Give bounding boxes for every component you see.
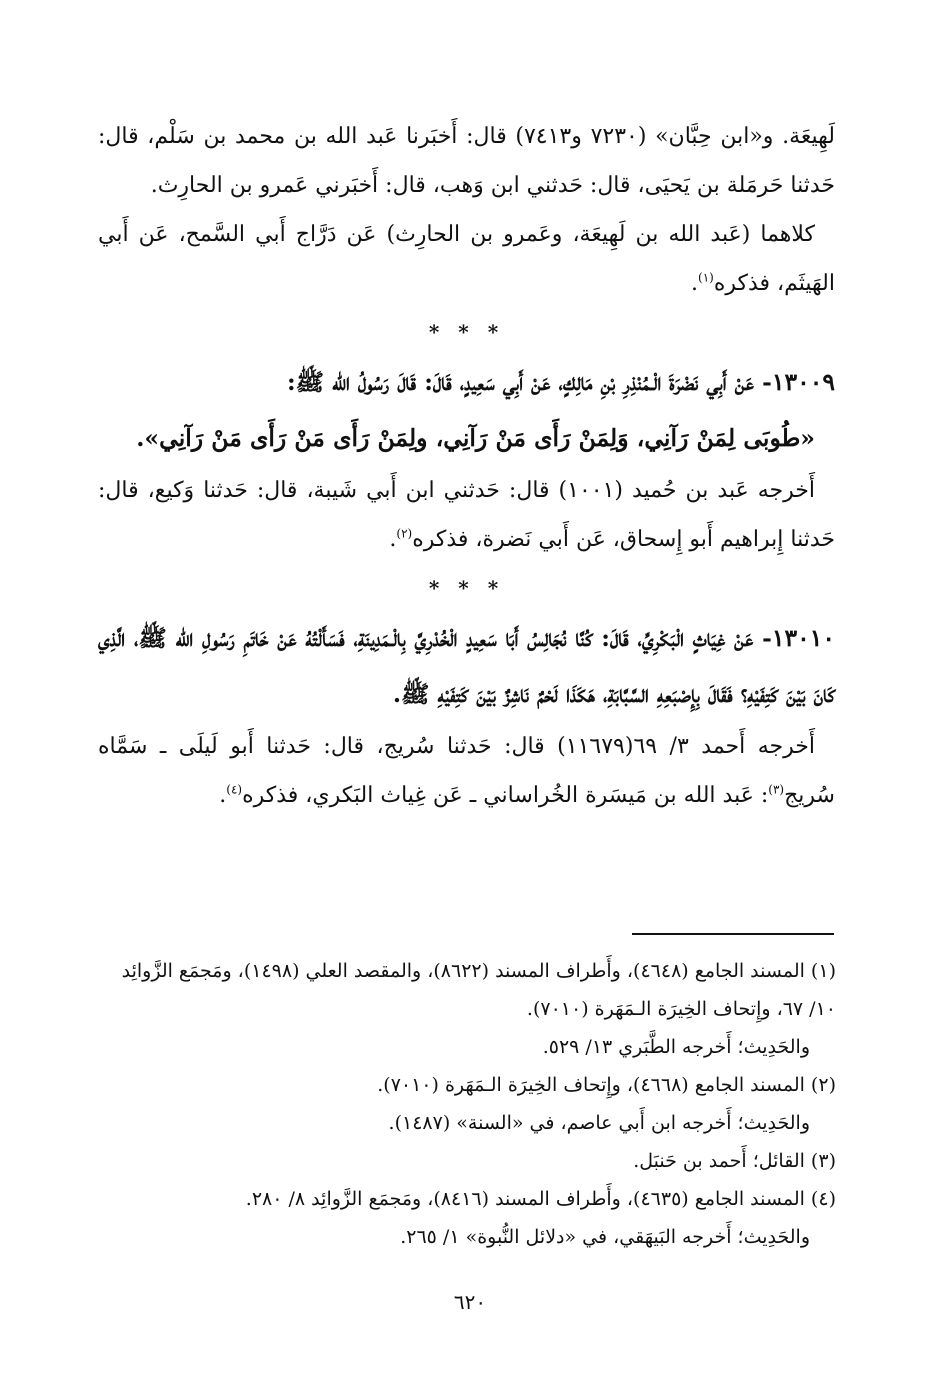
paragraph-text: كلاهما (عَبد الله بن لَهِيعَة، وعَمرو بن الحارِث) عَن دَرَّاج أَبي السَّمح، عَن أَبي الهَيثَم، فذكره: [98, 222, 835, 296]
paragraph-end: .: [691, 271, 698, 296]
page-number: ٦٢٠: [453, 1290, 487, 1314]
footnote-1: (١) المسند الجامع (٤٦٤٨)، وأَطراف المسند (٨٦٢٢)، والمقصد العلي (١٤٩٨)، ومَجمَع الزَّوائِد ١٠/ ٦٧، وإِتحاف الخِيرَة الـمَهَرة (٧٠١٠).: [121, 960, 836, 1020]
footnote-ref-1[interactable]: (١): [698, 270, 714, 285]
section-separator: * * *: [428, 576, 505, 600]
footnote-1-note: والحَدِيث؛ أَخرجه الطَّبَري ١٣/ ٥٢٩.: [542, 1036, 810, 1058]
paragraph-isnad-1: لَهِيعَة. و«ابن حِبَّان» (٧٢٣٠ و٧٤١٣) قال: أَخبَرنا عَبد الله بن محمد بن سَلْم، قال: حَدثنا حَرمَلة بن يَحيَى، قال: حَدثني ابن وَهب، قال: أَخبَرني عَمرو بن الحارِث.: [98, 124, 835, 198]
paragraph-text: : عَبد الله بن مَيسَرة الخُراساني ـ عَن غِياث البَكري، فذكره: [242, 783, 769, 808]
hadith-13009-quote: «طُوبَى لِمَنْ رَآنِي، وَلِمَنْ رَأَى مَنْ رَآنِي، ولِمَنْ رَأَى مَنْ رَأَى مَنْ رَآنِي».: [136, 424, 815, 452]
footnote-3: (٣) القائل؛ أَحمد بن حَنبَل.: [633, 1150, 836, 1172]
footnote-2: (٢) المسند الجامع (٤٦٦٨)، وإِتحاف الخِيرَة الـمَهَرة (٧٠١٠).: [377, 1074, 836, 1096]
hadith-13010: ١٣٠١٠- عَنْ غِيَاثٍ الْبَكْرِيِّ، قَالَ: كُنَّا نُجَالِسُ أَبَا سَعِيدٍ الْخُدْرِيَّ بِالْـمَدِينَةِ، فَسَأَلْتُهُ عَنْ خَاتَمِ رَسُولِ الله ﷺ، الَّذِي كَانَ بَيْنَ كَتِفَيْهِ؟ فَقَالَ بِإِصْبَعِهِ السَّبَّابَةِ، هَكَذَا لَحْمٌ نَاشِزٌ بَيْنَ كَتِفَيْهِ ﷺ.: [98, 624, 835, 708]
paragraph-end: .: [389, 527, 397, 552]
paragraph-text: أَخرجه عَبد بن حُميد (١٠٠١) قال: حَدثني ابن أَبي شَيبة، قال: حَدثنا وَكيع، قال: حَدثنا إِبراهيم أَبو إِسحاق، عَن أَبي نَضرة، فذكره: [98, 478, 835, 552]
section-separator: * * *: [428, 320, 505, 344]
hadith-13009: ١٣٠٠٩- عَنْ أَبِي نَضْرَةَ الْـمُنْذِرِ بْنِ مَالِكٍ، عَنْ أَبِي سَعِيدٍ، قَالَ: قَالَ رَسُولُ الله ﷺ:: [286, 368, 835, 396]
footnote-ref-4[interactable]: (٤): [226, 782, 243, 797]
footnotes: [96, 952, 836, 1256]
paragraph-isnad-2: [98, 210, 835, 308]
paragraph-end: .: [219, 783, 227, 808]
footnote-4-note: والحَدِيث؛ أَخرجه البَيهَقي، في «دلائل النُّبوة» ١/ ٢٦٥.: [400, 1226, 810, 1248]
footnote-ref-3[interactable]: (٣): [768, 782, 785, 797]
paragraph-text: أَخرجه أَحمد ٣/ ٦٩(١١٦٧٩) قال: حَدثنا سُريج، قال: حَدثنا أَبو لَيلَى ـ سَمَّاه سُريج: [98, 734, 835, 808]
paragraph-takhrij-13010: [98, 722, 835, 820]
main-text: [98, 112, 835, 820]
footnote-divider: [632, 933, 834, 935]
footnote-2-note: والحَدِيث؛ أَخرجه ابن أَبي عاصم، في «السنة» (١٤٨٧).: [388, 1112, 810, 1134]
footnote-ref-2[interactable]: (٢): [396, 526, 413, 541]
footnote-4: (٤) المسند الجامع (٤٦٣٥)، وأَطراف المسند (٨٤١٦)، ومَجمَع الزَّوائِد ٨/ ٢٨٠.: [245, 1188, 836, 1210]
paragraph-takhrij-13009: [98, 466, 835, 564]
